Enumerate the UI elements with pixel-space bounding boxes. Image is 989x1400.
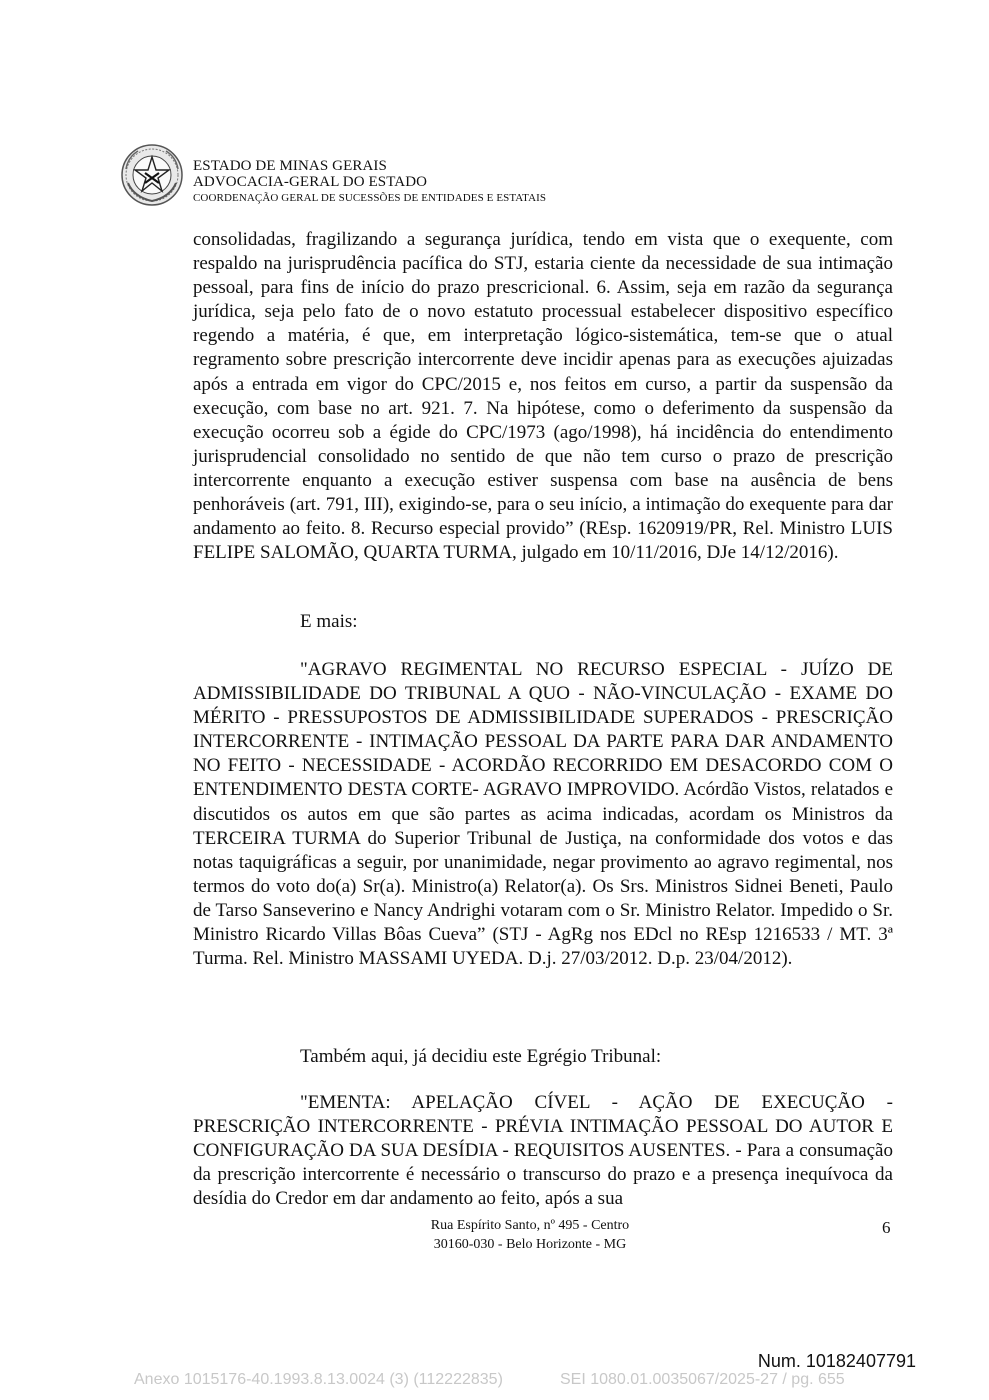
paragraph-tambem-aqui: Também aqui, já decidiu este Egrégio Tribunal: <box>300 1046 662 1067</box>
paragraph-agravo-regimental: "AGRAVO REGIMENTAL NO RECURSO ESPECIAL - JUÍZO DE ADMISSIBILIDADE DO TRIBUNAL A QUO - NÃO-VINCULAÇÃO - EXAME DO MÉRITO - PRESSUPOSTOS DE ADMISSIBILIDADE SUPERADOS - PRESCRIÇÃO INTERCORRENTE - INTIMAÇÃO PESSOAL DA PARTE PARA DAR ANDAMENTO NO FEITO - NECESSIDADE - ACORDÃO RECORRIDO EM DESACORDO COM O ENTENDIMENTO DESTA CORTE- AGRAVO IMPROVIDO. Acórdão Vistos, relatados e discutidos os autos em que são partes as acima indicadas, acordam os Ministros da TERCEIRA TURMA do Superior Tribunal de Justiça, na conformidade dos votos e das notas taquigráficas a seguir, por unanimidade, negar provimento ao agravo regimental, nos termos do voto do(a) Sr(a). Ministro(a) Relator(a). Os Srs. Ministros Sidnei Beneti, Paulo de Tarso Sanseverino e Nancy Andrighi votaram com o Sr. Ministro Relator. Impedido o Sr. Ministro Ricardo Villas Bôas Cueva” (STJ - AgRg nos EDcl no REsp 1216533 / MT. 3ª Turma. Rel. Ministro MASSAMI UYEDA. D.j. 27/03/2012. D.p. 23/04/2012). <box>193 659 893 970</box>
paragraph-citation-continuation: consolidadas, fragilizando a segurança jurídica, tendo em vista que o exequente, com respaldo na jurisprudência pacífica do STJ, estaria ciente da necessidade de sua intimação pessoal, para fins de início do prazo prescricional. 6. Assim, seja em razão da segurança jurídica, seja pelo fato de o novo estatuto processual estabelecer dispositivo específico regendo a matéria, é que, em interpretação lógico-sistemática, tem-se que o atual regramento sobre prescrição intercorrente deve incidir apenas para as execuções ajuizadas após a entrada em vigor do CPC/2015 e, nos feitos em curso, a partir da suspensão da execução, com base no art. 921. 7. Na hipótese, como o deferimento da suspensão da execução ocorreu sob a égide do CPC/1973 (ago/1998), há incidência do entendimento jurisprudencial consolidado no sentido de que não tem curso o prazo de prescrição intercorrente enquanto a execução estiver suspensa com base na ausência de bens penhoráveis (art. 791, III), exigindo-se, para o seu início, a intimação do exequente para dar andamento ao feito. 8. Recurso especial provido” (REsp. 1620919/PR, Rel. Ministro LUIS FELIPE SALOMÃO, QUARTA TURMA, julgado em 10/11/2016, DJe 14/12/2016). <box>193 229 893 564</box>
sei-watermark: SEI 1080.01.0035067/2025-27 / pg. 655 <box>560 1371 845 1388</box>
paragraph-e-mais: E mais: <box>300 611 358 632</box>
letterhead-state: ESTADO DE MINAS GERAIS <box>193 158 387 174</box>
document-number-stamp: Num. 10182407791 <box>757 1351 916 1371</box>
page-number: 6 <box>882 1218 891 1237</box>
footer-address <box>380 1216 680 1254</box>
footer-address-line2: 30160-030 - Belo Horizonte - MG <box>433 1237 627 1252</box>
minas-gerais-coat-of-arms-icon <box>120 143 184 207</box>
paragraph-ementa: "EMENTA: APELAÇÃO CÍVEL - AÇÃO DE EXECUÇÃO - PRESCRIÇÃO INTERCORRENTE - PRÉVIA INTIMAÇÃO PESSOAL DO AUTOR E CONFIGURAÇÃO DA SUA DESÍDIA - REQUISITOS AUSENTES. - Para a consumação da prescrição intercorrente é necessário o transcurso do prazo e a presença inequívoca da desídia do Credor em dar andamento ao feito, após a sua <box>193 1092 893 1210</box>
footer-address-line1: Rua Espírito Santo, nº 495 - Centro <box>430 1218 630 1233</box>
letterhead-agency: ADVOCACIA-GERAL DO ESTADO <box>193 174 428 190</box>
letterhead <box>193 158 546 206</box>
letterhead-department: COORDENAÇÃO GERAL DE SUCESSÕES DE ENTIDADES E ESTATAIS <box>193 192 547 204</box>
annex-watermark: Anexo 1015176-40.1993.8.13.0024 (3) (112222835) <box>134 1371 503 1388</box>
